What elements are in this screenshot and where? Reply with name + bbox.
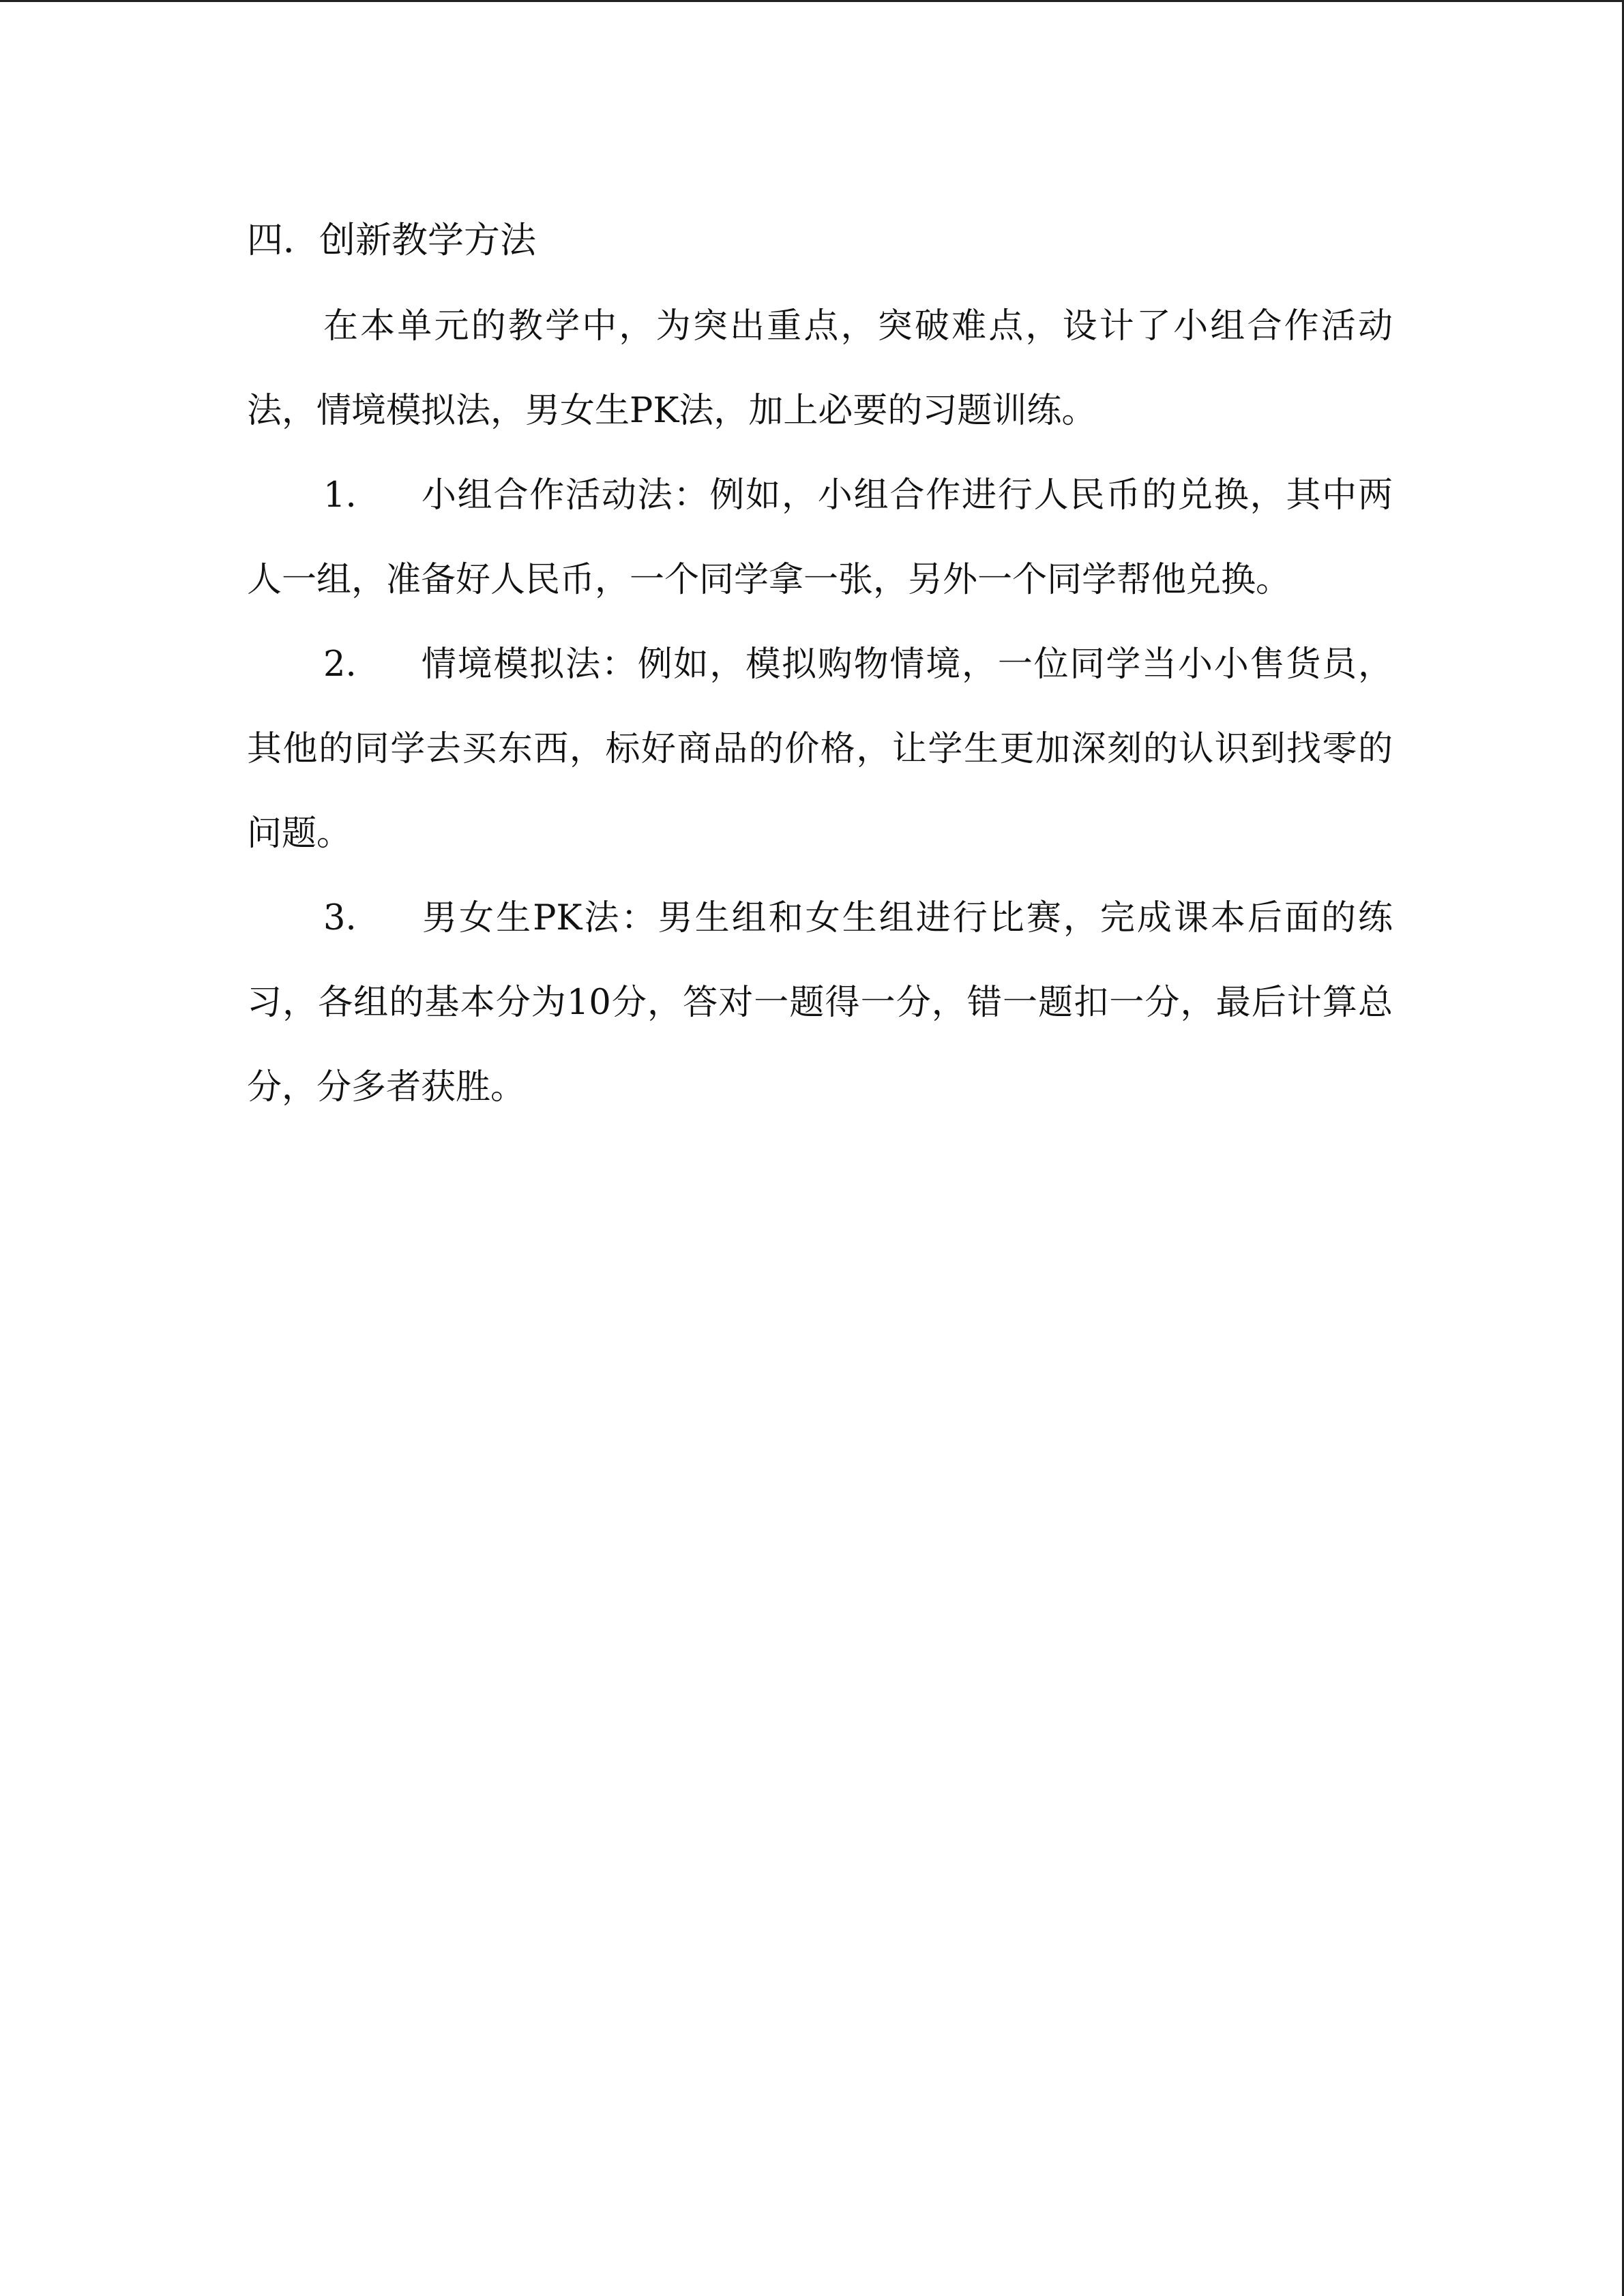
list-item-number: 3. [323, 898, 357, 938]
list-item-number: 1. [323, 475, 357, 516]
intro-paragraph: 在本单元的教学中，为突出重点，突破难点，设计了小组合作活动法，情境模拟法，男女生PK法，加上必要的习题训练。 [247, 306, 1393, 431]
section-heading: 四．创新教学方法 [247, 220, 536, 261]
list-item-text: 小组合作活动法：例如，小组合作进行人民币的兑换，其中两人一组，准备好人民币，一个同学拿一张，另外一个同学帮他兑换。 [247, 475, 1393, 600]
list-item [247, 876, 1393, 1130]
list-item-text: 情境模拟法：例如，模拟购物情境，一位同学当小小售货员，其他的同学去买东西，标好商品的价格，让学生更加深刻的认识到找零的问题。 [247, 644, 1393, 854]
document-body [247, 213, 1393, 1130]
list-item [247, 623, 1393, 876]
list-item-number: 2. [323, 644, 357, 685]
list-item [247, 453, 1393, 623]
list-item-text: 男女生PK法：男生组和女生组进行比赛，完成课本后面的练习，各组的基本分为10分，答对一题得一分，错一题扣一分，最后计算总分，分多者获胜。 [247, 898, 1393, 1107]
